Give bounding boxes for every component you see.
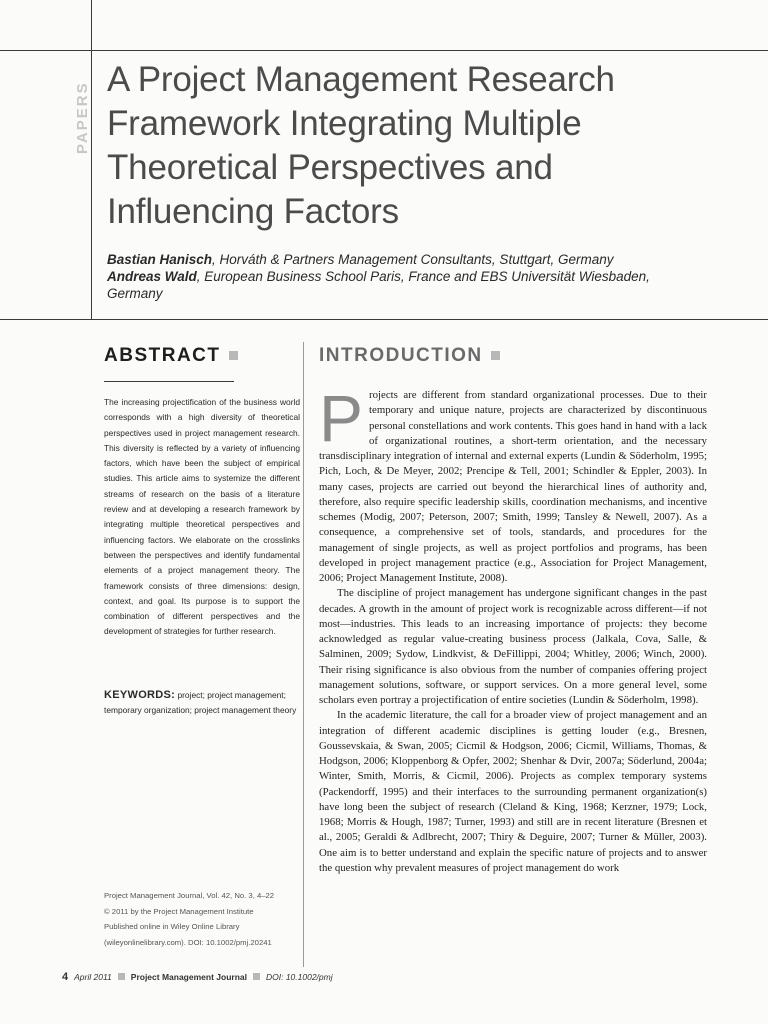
author-name: Andreas Wald (107, 269, 197, 284)
introduction-heading (319, 346, 500, 366)
citation-block (104, 888, 300, 950)
introduction-body (319, 381, 707, 876)
author-block (107, 251, 727, 302)
footer-doi: DOI: 10.1002/pmj (265, 972, 333, 982)
title-vertical-rule (91, 50, 92, 320)
header-rule (0, 50, 768, 51)
citation-line: (wileyonlinelibrary.com). DOI: 10.1002/pmj.20241 (104, 937, 272, 947)
keywords-heading: KEYWORDS: (104, 689, 176, 701)
top-vertical-rule (91, 0, 92, 50)
author-line-2 (107, 268, 727, 285)
footer-journal: Project Management Journal (130, 972, 247, 982)
paragraph-text: rojects are different from standard organizational processes. Due to their temporary and unique nature, projects are characterized by discontinuous personal constellations and work contents. This goes hand in hand with a lack of organizational routines, a short-term orientation, and the necessary transdisciplinary integration of internal and external experts (Lundin & Söderholm, 1995; Pich, Loch, & De Meyer, 2002; Prencipe & Tell, 2001; Schindler & Eppler, 2003). In many cases, projects are carried out beyond the hierarchical lines of authority and, therefore, also require specific leadership skills, coordination mechanisms, and incentive schemes (Modig, 2007; Peterson, 2007; Smith, 1999; Tansley & Newell, 2007). As a consequence, a comprehensive set of tools, standards, and procedures for the management of single projects, as well as project portfolios and programs, has been developed in project management practice (e.g., Association for Project Management, 2006; Project Management Institute, 2008). (319, 389, 707, 584)
article-title: A Project Management Research Framework Integrating Multiple Theoretical Perspectives and Influencing Factors (107, 60, 615, 231)
citation-line: © 2011 by the Project Management Institute (104, 906, 254, 916)
abstract-text: The increasing projectification of the business world corresponds with a high diversity of theoretical perspectives used in project management research. This diversity is reflected by a variety of influencing factors, which have been the subject of empirical studies. This article aims to systemize the different streams of research on the basis of a literature review and at developing a research framework by integrating multiple theoretical perspectives and influencing factors. We elaborate on the crosslinks between the perspectives and identify fundamental elements of a project management theory. The framework consists of three dimensions: design, context, and goal. Its purpose is to support the combination of different perspectives and the development of strategies for further research. (104, 397, 300, 637)
author-line-3 (107, 285, 727, 302)
keywords-text: project; project management; temporary organization; project management theory (104, 690, 297, 715)
body-paragraph: The discipline of project management has undergone significant changes in the past decades. A growth in the amount of project work is recognizable across different—if not most—industries. This leads to an increasing importance of projects: they become acknowledged as regular value-creating business process (Jalkala, Cova, Salle, & Salminen, 2009; Sydow, Lindkvist, & DeFillippi, 2004; Whitley, 2006; Winch, 2000). Their rising significance is also obvious from the number of companies offering project management solutions, software, or support services. On a more general level, some scholars even portray a projectification of entire societies (Lundin & Söderholm, 1998). (319, 587, 707, 706)
square-bullet-icon (229, 351, 238, 360)
footer-date: April 2011 (74, 972, 112, 982)
citation-line: Published online in Wiley Online Library (104, 922, 240, 931)
abstract-rule (104, 381, 234, 382)
square-bullet-icon (491, 351, 500, 360)
drop-cap: P (319, 381, 364, 455)
author-name: Bastian Hanisch (107, 252, 213, 267)
column-divider (303, 342, 304, 967)
page-number: 4 (62, 971, 69, 983)
body-paragraph (319, 381, 707, 586)
author-affiliation: , European Business School Paris, France and EBS Universität Wiesbaden, (196, 269, 650, 284)
abstract-heading (104, 346, 238, 366)
author-line-1 (107, 251, 727, 268)
section-label: PAPERS (74, 81, 91, 154)
author-affiliation-cont: Germany (107, 286, 163, 301)
author-affiliation: , Horváth & Partners Management Consultants, Stuttgart, Germany (212, 252, 614, 267)
abstract-heading-text: ABSTRACT (104, 345, 221, 366)
citation-line: Project Management Journal, Vol. 42, No. 3, 4–22 (104, 891, 275, 900)
square-bullet-icon (118, 973, 125, 980)
introduction-heading-text: INTRODUCTION (319, 345, 483, 366)
square-bullet-icon (253, 973, 260, 980)
body-paragraph: In the academic literature, the call for a broader view of project management and an integration of different academic disciplines is getting louder (e.g., Bresnen, Goussevskaia, & Swan, 2005; Cicmil & Hodgson, 2006; Cicmil, Williams, Thomas, & Hodgson, 2006; Kloppenborg & Opfer, 2002; Shenhar & Dvir, 2007a; Söderlund, 2004a; Winter, Smith, Morris, & Cicmil, 2006). Projects as complex temporary systems (Packendorff, 1995) and their interfaces to the surrounding permanent organization(s) have long been the subject of research (Cleland & King, 1968; Kerzner, 1979; Lock, 1968; Morris & Hough, 1987; Turner, 1993) and still are in recent literature (Bresnen et al., 2005; Geraldi & Adlbrecht, 2007; Thiry & Deguire, 2007; Turner & Müller, 2003). One aim is to better understand and explain the specific nature of projects and to answer the question why prevalent measures of project management do work (319, 709, 707, 874)
title-bottom-rule (0, 319, 768, 320)
keywords-block (104, 688, 300, 717)
page-footer (62, 970, 762, 984)
